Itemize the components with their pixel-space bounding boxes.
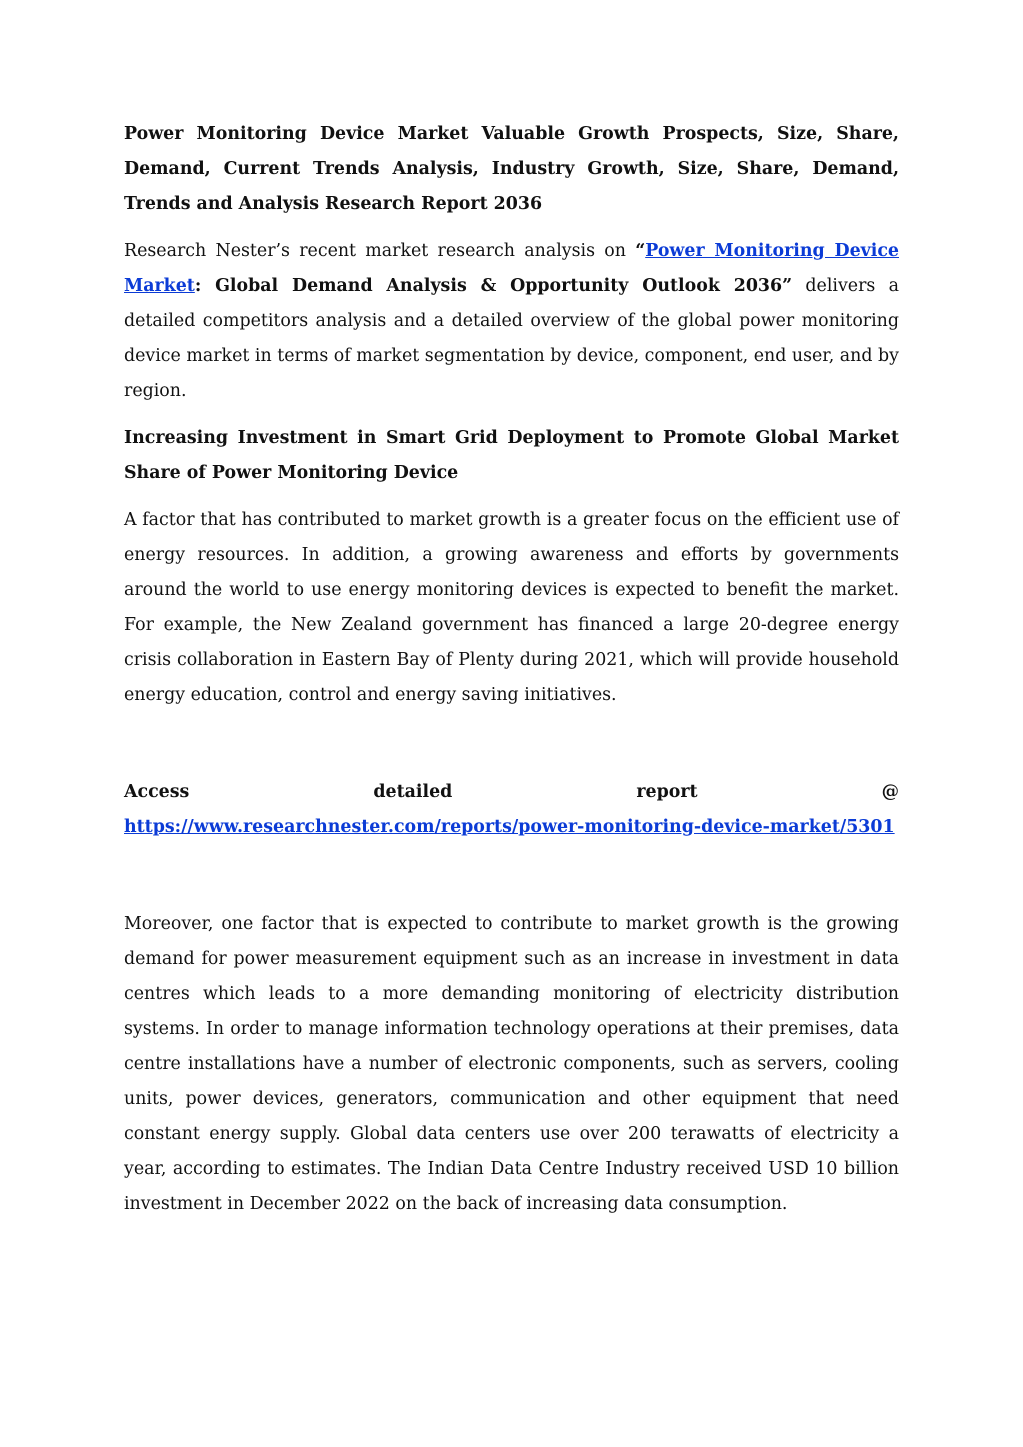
access-report-block xyxy=(124,775,899,845)
intro-open-quote: “ xyxy=(635,241,646,261)
document-page xyxy=(124,117,899,1222)
report-url-link[interactable]: https://www.researchnester.com/reports/power-monitoring-device-market/5301 xyxy=(124,817,895,837)
at-symbol: @ xyxy=(881,782,899,802)
document-title: Power Monitoring Device Market Valuable Growth Prospects, Size, Share, Demand, Current Trends Analysis, Industry Growth, Size, Share, Demand, Trends and Analysis Research Report 2036 xyxy=(124,124,899,214)
body-paragraph-2: Moreover, one factor that is expected to contribute to market growth is the growing demand for power measurement equipment such as an increase in investment in data centres which leads to a more demanding monitoring of electricity distribution systems. In order to manage information technology operations at their premises, data centre installations have a number of electronic components, such as servers, cooling units, power devices, generators, communication and other equipment that need constant energy supply. Global data centers use over 200 terawatts of electricity a year, according to estimates. The Indian Data Centre Industry received USD 10 billion investment in December 2022 on the back of increasing data consumption. xyxy=(124,914,899,1214)
access-word: Access xyxy=(124,782,190,802)
intro-prefix: Research Nester’s recent market research analysis on xyxy=(124,241,636,261)
intro-suffix: delivers a detailed competitors analysis and a detailed overview of the global power monitoring device market in terms of market segmentation by device, component, end user, and by region. xyxy=(124,276,899,401)
report-word: report xyxy=(636,782,698,802)
market-report-link[interactable]: Power Monitoring Device Market xyxy=(124,241,899,296)
body-paragraph-1: A factor that has contributed to market growth is a greater focus on the efficient use of energy resources. In addition, a growing awareness and efforts by governments around the world to use energy monitoring devices is expected to benefit the market. For example, the New Zealand government has financed a large 20-degree energy crisis collaboration in Eastern Bay of Plenty during 2021, which will provide household energy education, control and energy saving initiatives. xyxy=(124,510,899,705)
detailed-word: detailed xyxy=(373,782,453,802)
intro-report-title: : Global Demand Analysis & Opportunity Outlook 2036” xyxy=(194,276,793,296)
access-report-line xyxy=(124,775,899,810)
section-heading: Increasing Investment in Smart Grid Deployment to Promote Global Market Share of Power Monitoring Device xyxy=(124,428,899,483)
intro-paragraph xyxy=(124,234,899,409)
